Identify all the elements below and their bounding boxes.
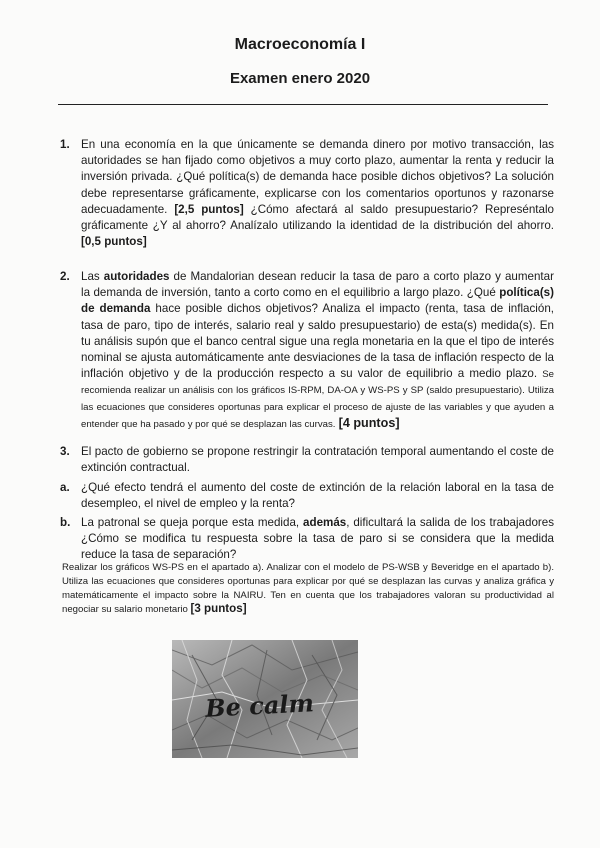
- page-title: Macroeconomía I: [234, 36, 366, 53]
- question-note: Se recomienda realizar un análisis con los gráficos IS-RPM, DA-OA y WS-PS y SP (saldo presupuestario). Utiliza las ecuaciones que consideres oportunas para explicar el proceso de ajuste de las variables y que ayuden a entender que ha pasado y por qué se desplazan las curvas.: [81, 369, 554, 430]
- question-text: Las: [81, 270, 100, 283]
- be-calm-lettering: [204, 688, 315, 723]
- question-points: [4 puntos]: [338, 415, 400, 430]
- question-number: 1.: [60, 138, 70, 151]
- subquestion-letter: a.: [60, 481, 70, 494]
- question-1: [62, 137, 554, 250]
- question-2: [62, 269, 554, 432]
- question-body: El pacto de gobierno se propone restringir la contratación temporal aumentando el coste de extinción contractual.: [81, 445, 554, 475]
- question-3a: [62, 480, 554, 512]
- question-points: [2,5 puntos]: [174, 202, 244, 216]
- be-calm-text: Be calm: [204, 688, 315, 723]
- question-number: 3.: [60, 445, 70, 458]
- question-points: [0,5 puntos]: [81, 235, 147, 249]
- question-emphasis: autoridades: [103, 270, 170, 283]
- subquestion-body: [81, 515, 554, 564]
- question-text: La patronal se queja porque esta medida,: [81, 516, 300, 529]
- question-emphasis: política(s) de demanda: [81, 286, 554, 316]
- question-text: ¿Cómo afectará al saldo presupuestario? Represéntalo gráficamente ¿Y al ahorro? Analízalo utilizando la identidad de la distribución del ahorro.: [81, 202, 554, 233]
- question-text: , dificultará la salida de los trabajadores ¿Cómo se modifica tu respuesta sobre la tasa de paro si se considera que la medida reduce la tasa de separación?: [81, 516, 555, 562]
- subquestion-letter: b.: [60, 516, 71, 529]
- page-subtitle: Examen enero 2020: [229, 70, 371, 87]
- question-body: [81, 269, 554, 432]
- note-text: Realizar los gráficos WS-PS en el apartado a). Analizar con el modelo de PS-WSB y Beveridge en el apartado b). Utiliza las ecuaciones que consideres oportunas para explicar por qué se desplazan las curvas y analiza gráfica y matemáticamente el impacto sobre la NAIRU. Ten en cuenta que los trabajadores valoran su productividad al negociar su salario monetario: [62, 562, 554, 616]
- header-divider: [58, 104, 548, 105]
- question-3: [62, 444, 554, 476]
- question-3-note: [62, 561, 554, 617]
- question-number: 2.: [60, 270, 70, 283]
- question-points: [3 puntos]: [190, 602, 247, 616]
- question-body: [81, 137, 554, 250]
- subquestion-body: ¿Qué efecto tendrá el aumento del coste de extinción de la relación laboral en la tasa de desempleo, el nivel de empleo y la renta?: [81, 481, 554, 511]
- be-calm-image: [172, 640, 358, 758]
- question-3b: [62, 515, 554, 564]
- question-text: hace posible dichos objetivos? Analiza el impacto (renta, tasa de inflación, tasa de paro, tipo de interés, salario real y saldo presupuestario) de esta(s) medida(s). En tu análisis supón que el banco central sigue una regla monetaria en la que el tipo de interés nominal se ajusta automáticamente ante desviaciones de la tasa de inflación respecto de la inflación objetivo y de la producción respecto a su valor de equilibrio a medio plazo.: [81, 302, 554, 381]
- question-emphasis: además: [303, 516, 347, 529]
- question-text: En una economía en la que únicamente se demanda dinero por motivo transacción, las autoridades se han fijado como objetivos a muy corto plazo, aumentar la renta y reducir la inversión privada. ¿Qué política(s) de demanda hace posible dichos objetivos? La solución debe representarse gráficamente, explicarse con los comentarios oportunos y razonarse adecuadamente.: [81, 138, 554, 216]
- question-text: de Mandalorian desean reducir la tasa de paro a corto plazo y aumentar la demanda de inversión, tanto a corto como en el equilibrio a largo plazo. ¿Qué: [81, 270, 554, 300]
